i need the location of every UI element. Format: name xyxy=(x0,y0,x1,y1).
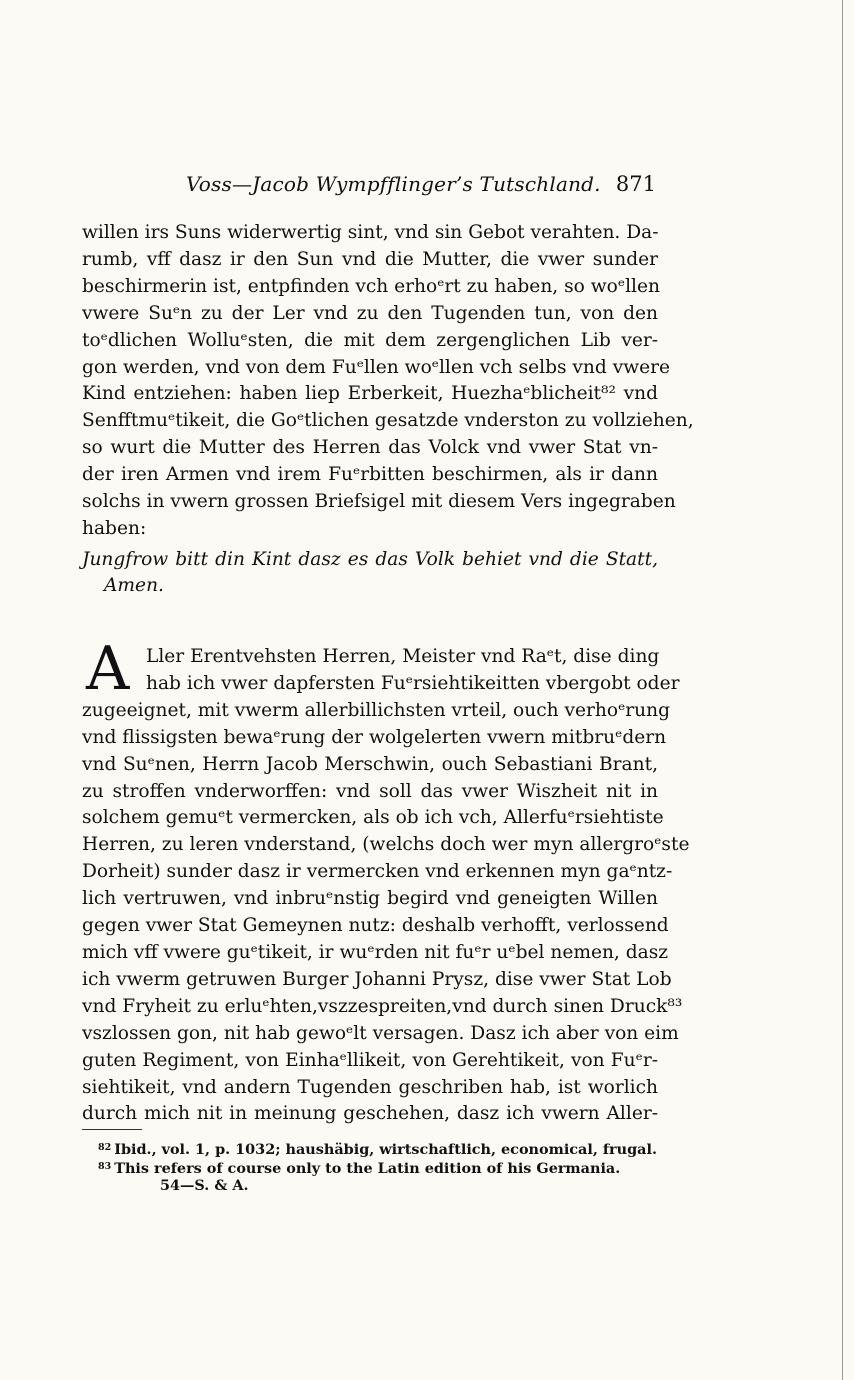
running-title: Voss—Jacob Wympfflinger’s Tutschland. xyxy=(186,172,601,196)
text-line: rumb, vff dasz ir den Sun vnd die Mutter, die vwer sunder xyxy=(82,248,658,270)
text-line: solchem gemuᵉt vermercken, als ob ich vch, Allerfuᵉrsiehtiste xyxy=(82,807,664,829)
text-line: haben: xyxy=(82,517,147,539)
footnotes xyxy=(98,1139,668,1194)
text-line: toᵉdlichen Wolluᵉsten, die mit dem zergenglichen Lib ver- xyxy=(82,329,658,351)
text-line: vnd Suᵉnen, Herrn Jacob Merschwin, ouch Sebastiani Brant, xyxy=(82,753,658,775)
text-line: Ller Erentvehsten Herren, Meister vnd Raᵉt, dise ding xyxy=(146,646,660,667)
paragraph-1 xyxy=(82,220,694,543)
footnote-text: This refers of course only to the Latin edition of his Germania. xyxy=(114,1160,621,1177)
text-line: gon werden, vnd von dem Fuᵉllen woᵉllen vch selbs vnd vwere xyxy=(82,356,671,378)
verse-line: Amen. xyxy=(104,575,164,596)
text-line: zugeeignet, mit vwerm allerbillichsten vrteil, ouch verhoᵉrung xyxy=(82,699,671,721)
text-line: so wurt die Mutter des Herren das Volck vnd vwer Stat vn- xyxy=(82,437,658,459)
paragraph-2 xyxy=(82,634,690,1128)
text-line: Herren, zu leren vnderstand, (welchs doch wer myn allergroᵉste xyxy=(82,834,690,856)
text-line: Kind entziehen: haben liep Erberkeit, Huezhaᵉblicheit⁸² vnd xyxy=(82,383,658,405)
text-line: vwere Suᵉn zu der Ler vnd zu den Tugenden tun, von den xyxy=(82,302,658,324)
footnote-rule xyxy=(82,1129,142,1130)
text-line: beschirmerin ist, entpfinden vch erhoᵉrt zu haben, so woᵉllen xyxy=(82,275,660,297)
footnote-82 xyxy=(98,1139,668,1158)
text-line: siehtikeit, vnd andern Tugenden geschriben hab, ist worlich xyxy=(82,1076,658,1098)
text-line: gegen vwer Stat Gemeynen nutz: deshalb verhofft, verlossend xyxy=(82,915,669,937)
text-line: lich vertruwen, vnd inbruᵉnstig begird vnd geneigten Willen xyxy=(82,888,658,910)
text-line: solchs in vwern grossen Briefsigel mit diesem Vers ingegraben xyxy=(82,491,676,513)
text-line: Dorheit) sunder dasz ir vermercken vnd erkennen myn gaᵉntz- xyxy=(82,861,673,883)
page-edge xyxy=(842,0,843,1380)
footnote-mark: 82 xyxy=(98,1142,112,1153)
signature-mark: 54—S. & A. xyxy=(160,1177,249,1194)
seal-verse xyxy=(82,547,658,599)
footnote-83 xyxy=(98,1158,668,1177)
page-header xyxy=(80,170,660,202)
text-line: zu stroffen vnderworffen: vnd soll das vwer Wiszheit nit in xyxy=(82,780,658,802)
text-line: hab ich vwer dapfersten Fuᵉrsiehtikeitten vbergobt oder xyxy=(146,672,680,694)
drop-capital: A xyxy=(86,634,130,704)
text-line: mich vff vwere guᵉtikeit, ir wuᵉrden nit fuᵉr uᵉbel nemen, dasz xyxy=(82,941,669,963)
text-line: guten Regiment, von Einhaᵉllikeit, von Gerehtikeit, von Fuᵉr- xyxy=(82,1049,658,1071)
verse-line: Jungfrow bitt din Kint dasz es das Volk behiet vnd die Statt, xyxy=(82,549,658,570)
page-number: 871 xyxy=(615,172,656,196)
footnote-mark: 83 xyxy=(98,1161,112,1172)
text-line: ich vwerm getruwen Burger Johanni Prysz, dise vwer Stat Lob xyxy=(82,968,672,990)
footnote-text: Ibid., vol. 1, p. 1032; haushäbig, wirtschaftlich, economical, frugal. xyxy=(114,1141,657,1158)
text-line: durch mich nit in meinung geschehen, dasz ich vwern Aller- xyxy=(82,1103,658,1125)
text-line: vszlossen gon, nit hab gewoᵉlt versagen. Dasz ich aber von eim xyxy=(82,1022,679,1044)
text-line: willen irs Suns widerwertig sint, vnd sin Gebot verahten. Da- xyxy=(82,222,659,243)
text-line: vnd flissigsten bewaᵉrung der wolgelerten vwern mitbruᵉdern xyxy=(82,726,667,748)
text-line: vnd Fryheit zu erluᵉhten,vszzespreiten,vnd durch sinen Druck⁸³ xyxy=(82,995,683,1017)
text-line: der iren Armen vnd irem Fuᵉrbitten beschirmen, als ir dann xyxy=(82,464,658,486)
text-line: Senfftmuᵉtikeit, die Goᵉtlichen gesatzde vnderston zu vollziehen, xyxy=(82,410,694,432)
